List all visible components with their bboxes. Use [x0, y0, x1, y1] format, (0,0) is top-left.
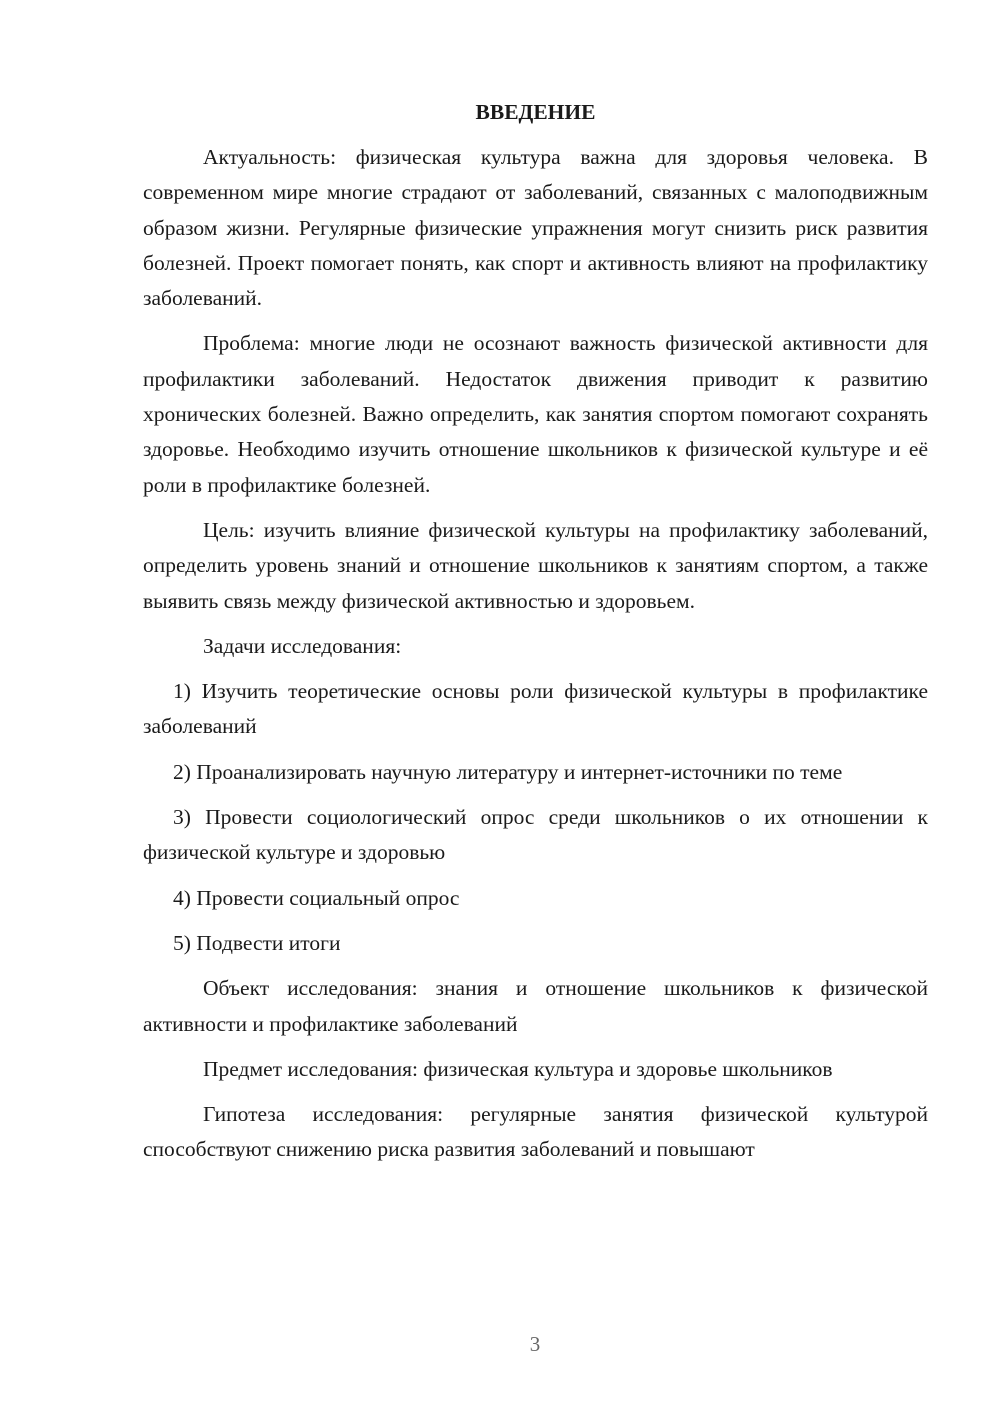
- document-page: [143, 95, 928, 1178]
- hypothesis-paragraph: Гипотеза исследования: регулярные занятия физической культурой способствуют снижению риска развития заболеваний и повышают: [143, 1102, 928, 1162]
- page-number: 3: [529, 1332, 541, 1356]
- object-paragraph: Объект исследования: знания и отношение школьников к физической активности и профилактике заболеваний: [143, 976, 928, 1036]
- tasks-title: Задачи исследования:: [203, 633, 402, 658]
- problem-paragraph: Проблема: многие люди не осознают важность физической активности для профилактики заболеваний. Недостаток движения приводит к развитию хронических болезней. Важно определить, как занятия спортом помогают сохранять здоровье. Необходимо изучить отношение школьников к физической культуре и её роли в профилактике болезней.: [143, 331, 928, 497]
- section-heading: ВВЕДЕНИЕ: [475, 100, 596, 124]
- task-item: 3) Провести социологический опрос среди школьников о их отношении к физической культуре и здоровью: [143, 805, 928, 865]
- relevance-paragraph: Актуальность: физическая культура важна для здоровья человека. В современном мире многие страдают от заболеваний, связанных с малоподвижным образом жизни. Регулярные физические упражнения могут снизить риск развития болезней. Проект помогает понять, как спорт и активность влияют на профилактику заболеваний.: [143, 145, 928, 311]
- task-item: 1) Изучить теоретические основы роли физической культуры в профилактике заболеваний: [143, 679, 928, 739]
- subject-paragraph: Предмет исследования: физическая культура и здоровье школьников: [203, 1056, 833, 1081]
- task-item: 2) Проанализировать научную литературу и интернет-источники по теме: [173, 759, 843, 784]
- task-item: 4) Провести социальный опрос: [173, 885, 460, 910]
- goal-paragraph: Цель: изучить влияние физической культуры на профилактику заболеваний, определить уровень знаний и отношение школьников к занятиям спортом, а также выявить связь между физической активностью и здоровьем.: [143, 517, 928, 613]
- task-item: 5) Подвести итоги: [173, 930, 341, 955]
